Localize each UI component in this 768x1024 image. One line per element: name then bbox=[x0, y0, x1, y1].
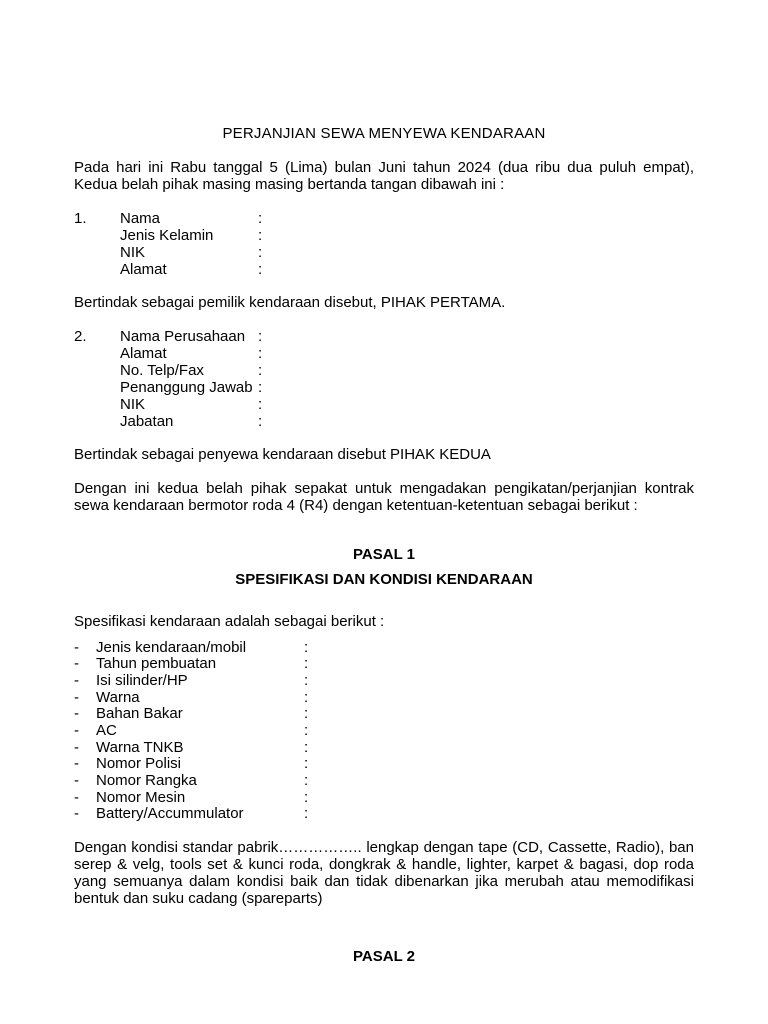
party2-field-colon: : bbox=[258, 413, 263, 430]
party1-role: Bertindak sebagai pemilik kendaraan disebut, PIHAK PERTAMA. bbox=[74, 294, 506, 311]
spec-item-colon: : bbox=[304, 789, 309, 806]
party2-field-label: Jabatan bbox=[120, 413, 174, 430]
spec-dash: - bbox=[74, 655, 79, 672]
party2-number: 2. bbox=[74, 328, 87, 345]
spec-item-label: Jenis kendaraan/mobil bbox=[96, 639, 247, 656]
spec-dash: - bbox=[74, 722, 79, 739]
party2-field-label: Nama Perusahaan bbox=[120, 328, 246, 345]
spec-item-label: AC bbox=[96, 722, 117, 739]
party1-field-label: Jenis Kelamin bbox=[120, 227, 214, 244]
party1-field-label: Nama bbox=[120, 210, 161, 227]
spec-dash: - bbox=[74, 672, 79, 689]
pasal1-subheading: SPESIFIKASI DAN KONDISI KENDARAAN bbox=[235, 571, 533, 588]
spec-item-colon: : bbox=[304, 772, 309, 789]
spec-dash: - bbox=[74, 639, 79, 656]
spec-dash: - bbox=[74, 805, 79, 822]
party2-field-label: NIK bbox=[120, 396, 146, 413]
spec-dash: - bbox=[74, 772, 79, 789]
intro-paragraph: Pada hari ini Rabu tanggal 5 (Lima) bulan Juni tahun 2024 (dua ribu dua puluh empat), Kedua belah pihak masing masing bertanda tangan dibawah ini : bbox=[74, 159, 694, 193]
spec-item-colon: : bbox=[304, 639, 309, 656]
spec-item-label: Bahan Bakar bbox=[96, 705, 183, 722]
spec-item-colon: : bbox=[304, 805, 309, 822]
spec-item-colon: : bbox=[304, 739, 309, 756]
party1-field-label: Alamat bbox=[120, 261, 167, 278]
party2-field-label: Alamat bbox=[120, 345, 167, 362]
spec-item-label: Nomor Rangka bbox=[96, 772, 197, 789]
party2-field-colon: : bbox=[258, 379, 263, 396]
party1-field-label: NIK bbox=[120, 244, 146, 261]
pasal2-heading: PASAL 2 bbox=[353, 948, 415, 965]
spec-dash: - bbox=[74, 739, 79, 756]
party1-field-colon: : bbox=[258, 244, 263, 261]
spec-dash: - bbox=[74, 789, 79, 806]
party1-number: 1. bbox=[74, 210, 87, 227]
party2-field-colon: : bbox=[258, 362, 263, 379]
spec-item-label: Isi silinder/HP bbox=[96, 672, 188, 689]
spec-dash: - bbox=[74, 705, 79, 722]
document-title: PERJANJIAN SEWA MENYEWA KENDARAAN bbox=[222, 125, 546, 142]
condition-paragraph: Dengan kondisi standar pabrik…………….. lengkap dengan tape (CD, Cassette, Radio), ban serep & velg, tools set & kunci roda, dongkrak & handle, lighter, karpet & bagasi, dop roda yang semuanya dalam kondisi baik dan tidak dibenarkan jika merubah atau memodifikasi bentuk dan suku cadang (spareparts) bbox=[74, 839, 694, 907]
party2-role: Bertindak sebagai penyewa kendaraan disebut PIHAK KEDUA bbox=[74, 446, 491, 463]
spec-intro: Spesifikasi kendaraan adalah sebagai berikut : bbox=[74, 613, 385, 630]
spec-item-colon: : bbox=[304, 655, 309, 672]
party1-field-colon: : bbox=[258, 210, 263, 227]
pasal1-heading: PASAL 1 bbox=[353, 546, 415, 563]
spec-item-colon: : bbox=[304, 705, 309, 722]
agreement-paragraph: Dengan ini kedua belah pihak sepakat untuk mengadakan pengikatan/perjanjian kontrak sewa kendaraan bermotor roda 4 (R4) dengan ketentuan-ketentuan sebagai berikut : bbox=[74, 480, 694, 514]
party1-field-colon: : bbox=[258, 227, 263, 244]
spec-item-label: Warna TNKB bbox=[96, 739, 184, 756]
spec-item-label: Tahun pembuatan bbox=[96, 655, 217, 672]
spec-item-label: Nomor Mesin bbox=[96, 789, 186, 806]
spec-item-colon: : bbox=[304, 755, 309, 772]
party2-field-label: Penanggung Jawab bbox=[120, 379, 253, 396]
party2-field-label: No. Telp/Fax bbox=[120, 362, 204, 379]
party2-field-colon: : bbox=[258, 328, 263, 345]
spec-item-label: Warna bbox=[96, 689, 140, 706]
party2-field-colon: : bbox=[258, 396, 263, 413]
spec-item-label: Battery/Accummulator bbox=[96, 805, 244, 822]
party2-field-colon: : bbox=[258, 345, 263, 362]
party1-field-colon: : bbox=[258, 261, 263, 278]
spec-dash: - bbox=[74, 689, 79, 706]
spec-dash: - bbox=[74, 755, 79, 772]
spec-item-colon: : bbox=[304, 672, 309, 689]
spec-item-colon: : bbox=[304, 689, 309, 706]
spec-item-colon: : bbox=[304, 722, 309, 739]
spec-item-label: Nomor Polisi bbox=[96, 755, 182, 772]
